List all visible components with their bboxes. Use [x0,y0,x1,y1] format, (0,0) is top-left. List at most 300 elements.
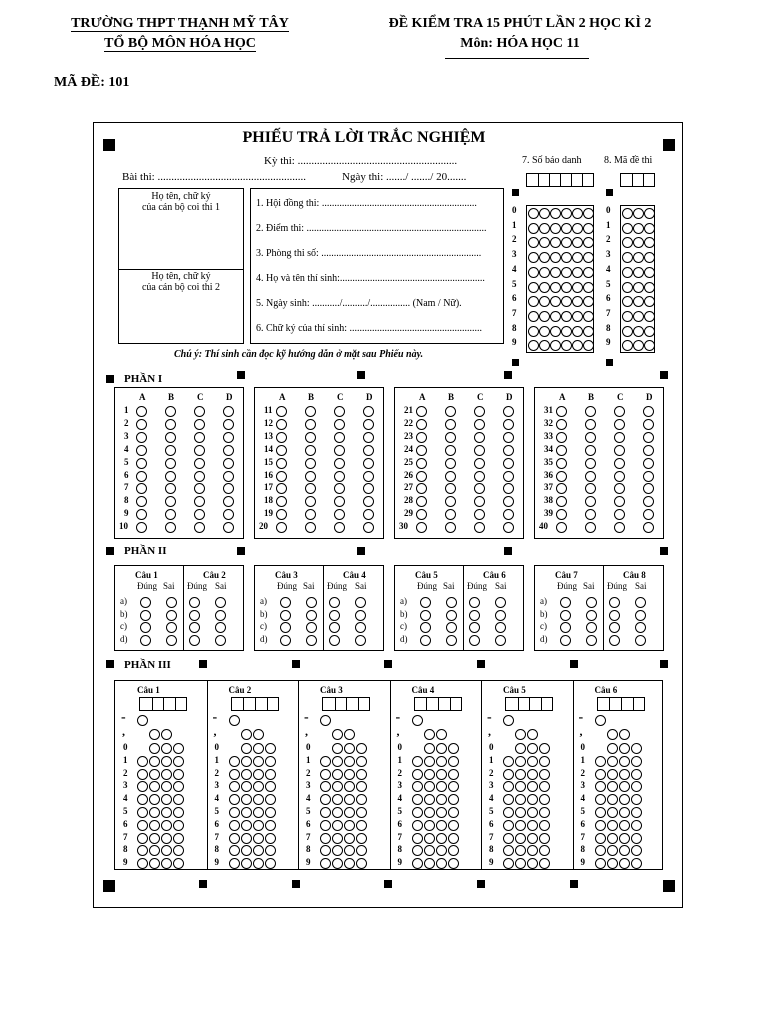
answer-bubble[interactable] [276,445,287,456]
digit-bubble[interactable] [550,296,561,307]
digit-bubble[interactable] [619,794,630,805]
answer-bubble[interactable] [334,406,345,417]
digit-bubble[interactable] [583,237,594,248]
answer-bubble[interactable] [166,622,177,633]
answer-bubble[interactable] [586,610,597,621]
digit-bubble[interactable] [137,833,148,844]
answer-bubble[interactable] [556,419,567,430]
digit-bubble[interactable] [229,756,240,767]
digit-bubble[interactable] [644,252,655,263]
answer-bubble[interactable] [446,635,457,646]
answer-bubble[interactable] [189,635,200,646]
digit-bubble[interactable] [436,769,447,780]
answer-bubble[interactable] [363,509,374,520]
digit-bubble[interactable] [241,756,252,767]
answer-bubble[interactable] [469,610,480,621]
digit-bubble[interactable] [539,223,550,234]
digit-bubble[interactable] [572,326,583,337]
answer-bubble[interactable] [166,635,177,646]
digit-bubble[interactable] [550,340,561,351]
digit-bubble[interactable] [561,267,572,278]
digit-bubble[interactable] [412,833,423,844]
answer-bubble[interactable] [420,610,431,621]
answer-bubble[interactable] [136,509,147,520]
digit-bubble[interactable] [561,223,572,234]
digit-bubble[interactable] [631,794,642,805]
digit-bubble[interactable] [619,769,630,780]
digit-bubble[interactable] [241,781,252,792]
answer-bubble[interactable] [609,635,620,646]
answer-bubble[interactable] [276,432,287,443]
digit-bubble[interactable] [356,781,367,792]
digit-bubble[interactable] [607,769,618,780]
comma-bubble[interactable] [344,729,355,740]
digit-bubble[interactable] [344,794,355,805]
digit-bubble[interactable] [241,807,252,818]
digit-bubble[interactable] [356,756,367,767]
answer-entry-boxes[interactable] [505,697,553,711]
answer-bubble[interactable] [363,445,374,456]
digit-bubble[interactable] [561,237,572,248]
digit-bubble[interactable] [149,756,160,767]
digit-bubble[interactable] [424,756,435,767]
answer-bubble[interactable] [276,522,287,533]
answer-bubble[interactable] [223,458,234,469]
answer-bubble[interactable] [276,483,287,494]
answer-bubble[interactable] [334,471,345,482]
digit-bubble[interactable] [633,326,644,337]
digit-bubble[interactable] [583,267,594,278]
answer-bubble[interactable] [635,622,646,633]
answer-bubble[interactable] [420,622,431,633]
digit-bubble[interactable] [173,845,184,856]
answer-bubble[interactable] [165,406,176,417]
answer-bubble[interactable] [416,458,427,469]
answer-bubble[interactable] [609,622,620,633]
answer-bubble[interactable] [276,419,287,430]
answer-bubble[interactable] [136,522,147,533]
answer-bubble[interactable] [474,483,485,494]
digit-bubble[interactable] [515,845,526,856]
answer-bubble[interactable] [556,471,567,482]
digit-bubble[interactable] [633,282,644,293]
digit-bubble[interactable] [448,820,459,831]
answer-entry-boxes[interactable] [597,697,645,711]
answer-bubble[interactable] [215,635,226,646]
answer-bubble[interactable] [223,522,234,533]
answer-bubble[interactable] [586,635,597,646]
digit-bubble[interactable] [528,252,539,263]
digit-bubble[interactable] [448,769,459,780]
digit-bubble[interactable] [320,781,331,792]
digit-bubble[interactable] [173,807,184,818]
answer-bubble[interactable] [474,432,485,443]
digit-bubble[interactable] [412,781,423,792]
answer-bubble[interactable] [194,471,205,482]
answer-bubble[interactable] [194,483,205,494]
digit-bubble[interactable] [607,756,618,767]
answer-bubble[interactable] [223,471,234,482]
answer-bubble[interactable] [556,483,567,494]
answer-bubble[interactable] [585,458,596,469]
digit-bubble[interactable] [344,858,355,869]
answer-bubble[interactable] [445,445,456,456]
answer-bubble[interactable] [474,509,485,520]
digit-bubble[interactable] [572,311,583,322]
digit-bubble[interactable] [607,833,618,844]
digit-bubble[interactable] [412,794,423,805]
digit-bubble[interactable] [527,781,538,792]
answer-bubble[interactable] [189,597,200,608]
answer-bubble[interactable] [140,622,151,633]
answer-bubble[interactable] [223,432,234,443]
answer-bubble[interactable] [556,496,567,507]
digit-bubble[interactable] [583,296,594,307]
digit-bubble[interactable] [424,769,435,780]
digit-bubble[interactable] [265,781,276,792]
answer-bubble[interactable] [363,458,374,469]
digit-bubble[interactable] [528,223,539,234]
digit-bubble[interactable] [137,781,148,792]
answer-bubble[interactable] [643,419,654,430]
answer-bubble[interactable] [306,597,317,608]
answer-bubble[interactable] [363,471,374,482]
minus-bubble[interactable] [320,715,331,726]
answer-bubble[interactable] [503,471,514,482]
digit-bubble[interactable] [550,237,561,248]
comma-bubble[interactable] [527,729,538,740]
digit-bubble[interactable] [572,296,583,307]
digit-bubble[interactable] [149,807,160,818]
answer-bubble[interactable] [503,406,514,417]
answer-bubble[interactable] [215,622,226,633]
digit-bubble[interactable] [229,858,240,869]
minus-bubble[interactable] [229,715,240,726]
digit-bubble[interactable] [253,781,264,792]
digit-bubble[interactable] [527,845,538,856]
digit-bubble[interactable] [515,781,526,792]
digit-bubble[interactable] [320,807,331,818]
answer-bubble[interactable] [334,458,345,469]
comma-bubble[interactable] [619,729,630,740]
digit-bubble[interactable] [161,769,172,780]
digit-bubble[interactable] [356,845,367,856]
digit-bubble[interactable] [161,781,172,792]
digit-bubble[interactable] [515,833,526,844]
answer-bubble[interactable] [556,458,567,469]
digit-entry-boxes[interactable] [620,173,655,187]
digit-bubble[interactable] [265,845,276,856]
digit-bubble[interactable] [539,267,550,278]
answer-bubble[interactable] [614,471,625,482]
digit-bubble[interactable] [550,326,561,337]
digit-bubble[interactable] [149,833,160,844]
answer-bubble[interactable] [355,597,366,608]
answer-bubble[interactable] [280,597,291,608]
digit-bubble[interactable] [436,781,447,792]
digit-bubble[interactable] [527,743,538,754]
digit-bubble[interactable] [619,743,630,754]
digit-bubble[interactable] [561,326,572,337]
digit-bubble[interactable] [607,845,618,856]
digit-bubble[interactable] [595,781,606,792]
answer-bubble[interactable] [355,622,366,633]
digit-bubble[interactable] [436,756,447,767]
digit-bubble[interactable] [241,794,252,805]
answer-bubble[interactable] [305,483,316,494]
digit-bubble[interactable] [265,756,276,767]
answer-bubble[interactable] [165,483,176,494]
answer-bubble[interactable] [194,458,205,469]
digit-bubble[interactable] [332,756,343,767]
answer-bubble[interactable] [136,419,147,430]
candidate-field[interactable]: 2. Điểm thi: ........................................................................ [256,223,487,234]
digit-bubble[interactable] [241,858,252,869]
digit-bubble[interactable] [583,311,594,322]
digit-bubble[interactable] [436,845,447,856]
digit-bubble[interactable] [241,743,252,754]
digit-bubble[interactable] [241,833,252,844]
digit-bubble[interactable] [539,858,550,869]
answer-bubble[interactable] [416,471,427,482]
answer-bubble[interactable] [445,458,456,469]
digit-bubble[interactable] [253,858,264,869]
answer-bubble[interactable] [416,522,427,533]
answer-bubble[interactable] [445,522,456,533]
digit-bubble[interactable] [253,769,264,780]
digit-bubble[interactable] [583,340,594,351]
digit-bubble[interactable] [539,296,550,307]
digit-bubble[interactable] [572,237,583,248]
digit-bubble[interactable] [241,820,252,831]
digit-bubble[interactable] [253,807,264,818]
answer-bubble[interactable] [609,610,620,621]
answer-bubble[interactable] [416,445,427,456]
digit-bubble[interactable] [633,311,644,322]
digit-bubble[interactable] [539,756,550,767]
digit-bubble[interactable] [583,208,594,219]
answer-bubble[interactable] [215,597,226,608]
digit-bubble[interactable] [595,769,606,780]
candidate-field[interactable]: 3. Phòng thi số: ................................................................ [256,248,482,259]
digit-bubble[interactable] [412,845,423,856]
answer-bubble[interactable] [614,458,625,469]
digit-bubble[interactable] [622,340,633,351]
digit-bubble[interactable] [161,845,172,856]
digit-bubble[interactable] [137,858,148,869]
answer-bubble[interactable] [276,496,287,507]
digit-bubble[interactable] [344,756,355,767]
answer-bubble[interactable] [334,419,345,430]
answer-bubble[interactable] [223,419,234,430]
digit-bubble[interactable] [515,756,526,767]
digit-bubble[interactable] [436,794,447,805]
digit-bubble[interactable] [644,340,655,351]
digit-bubble[interactable] [344,769,355,780]
answer-bubble[interactable] [474,445,485,456]
digit-bubble[interactable] [137,794,148,805]
digit-bubble[interactable] [550,208,561,219]
digit-bubble[interactable] [622,237,633,248]
digit-bubble[interactable] [161,743,172,754]
digit-bubble[interactable] [448,781,459,792]
answer-bubble[interactable] [223,509,234,520]
comma-bubble[interactable] [515,729,526,740]
answer-bubble[interactable] [305,509,316,520]
digit-bubble[interactable] [161,858,172,869]
digit-bubble[interactable] [503,820,514,831]
answer-bubble[interactable] [416,419,427,430]
digit-bubble[interactable] [503,769,514,780]
digit-bubble[interactable] [619,833,630,844]
answer-bubble[interactable] [585,432,596,443]
answer-bubble[interactable] [586,622,597,633]
digit-bubble[interactable] [265,794,276,805]
answer-bubble[interactable] [416,483,427,494]
digit-bubble[interactable] [137,756,148,767]
digit-bubble[interactable] [503,845,514,856]
digit-bubble[interactable] [173,858,184,869]
answer-bubble[interactable] [446,610,457,621]
answer-bubble[interactable] [495,610,506,621]
answer-bubble[interactable] [643,509,654,520]
digit-bubble[interactable] [412,820,423,831]
digit-bubble[interactable] [320,820,331,831]
answer-bubble[interactable] [416,509,427,520]
digit-bubble[interactable] [137,845,148,856]
digit-bubble[interactable] [161,833,172,844]
digit-bubble[interactable] [539,237,550,248]
digit-bubble[interactable] [633,252,644,263]
minus-bubble[interactable] [137,715,148,726]
answer-bubble[interactable] [503,432,514,443]
answer-bubble[interactable] [329,610,340,621]
digit-bubble[interactable] [550,282,561,293]
digit-bubble[interactable] [515,769,526,780]
digit-bubble[interactable] [622,311,633,322]
digit-bubble[interactable] [515,794,526,805]
comma-bubble[interactable] [161,729,172,740]
comma-bubble[interactable] [241,729,252,740]
answer-bubble[interactable] [474,419,485,430]
answer-bubble[interactable] [474,406,485,417]
answer-bubble[interactable] [306,610,317,621]
digit-bubble[interactable] [622,252,633,263]
digit-bubble[interactable] [412,807,423,818]
digit-bubble[interactable] [607,807,618,818]
answer-bubble[interactable] [136,445,147,456]
digit-bubble[interactable] [320,858,331,869]
answer-bubble[interactable] [503,496,514,507]
answer-bubble[interactable] [469,622,480,633]
digit-bubble[interactable] [528,282,539,293]
answer-bubble[interactable] [420,597,431,608]
answer-bubble[interactable] [305,406,316,417]
digit-bubble[interactable] [149,820,160,831]
digit-bubble[interactable] [528,340,539,351]
digit-bubble[interactable] [503,794,514,805]
answer-bubble[interactable] [363,432,374,443]
digit-bubble[interactable] [332,769,343,780]
digit-bubble[interactable] [253,845,264,856]
digit-bubble[interactable] [356,820,367,831]
digit-bubble[interactable] [161,756,172,767]
digit-bubble[interactable] [173,781,184,792]
answer-bubble[interactable] [416,406,427,417]
digit-bubble[interactable] [503,833,514,844]
answer-bubble[interactable] [643,496,654,507]
digit-bubble[interactable] [356,769,367,780]
digit-bubble[interactable] [424,781,435,792]
digit-bubble[interactable] [583,282,594,293]
digit-bubble[interactable] [539,208,550,219]
digit-bubble[interactable] [448,807,459,818]
digit-bubble[interactable] [572,208,583,219]
digit-bubble[interactable] [583,326,594,337]
digit-bubble[interactable] [424,858,435,869]
answer-bubble[interactable] [136,406,147,417]
answer-bubble[interactable] [194,522,205,533]
digit-bubble[interactable] [644,208,655,219]
digit-bubble[interactable] [622,223,633,234]
minus-bubble[interactable] [503,715,514,726]
answer-bubble[interactable] [503,483,514,494]
digit-bubble[interactable] [631,781,642,792]
digit-bubble[interactable] [229,833,240,844]
digit-bubble[interactable] [229,820,240,831]
answer-bubble[interactable] [305,496,316,507]
answer-bubble[interactable] [585,496,596,507]
digit-bubble[interactable] [631,845,642,856]
digit-bubble[interactable] [424,820,435,831]
answer-bubble[interactable] [136,496,147,507]
answer-bubble[interactable] [614,445,625,456]
digit-bubble[interactable] [631,807,642,818]
answer-bubble[interactable] [474,496,485,507]
digit-bubble[interactable] [539,282,550,293]
answer-bubble[interactable] [165,419,176,430]
digit-bubble[interactable] [436,807,447,818]
digit-bubble[interactable] [448,833,459,844]
digit-bubble[interactable] [622,326,633,337]
answer-bubble[interactable] [585,445,596,456]
answer-bubble[interactable] [503,509,514,520]
answer-bubble[interactable] [614,432,625,443]
digit-bubble[interactable] [332,743,343,754]
answer-bubble[interactable] [280,622,291,633]
digit-bubble[interactable] [595,807,606,818]
answer-bubble[interactable] [305,432,316,443]
digit-bubble[interactable] [137,820,148,831]
digit-bubble[interactable] [344,743,355,754]
digit-bubble[interactable] [561,311,572,322]
digit-bubble[interactable] [265,769,276,780]
answer-entry-boxes[interactable] [231,697,279,711]
digit-bubble[interactable] [528,296,539,307]
digit-bubble[interactable] [436,743,447,754]
answer-bubble[interactable] [420,635,431,646]
answer-bubble[interactable] [334,509,345,520]
answer-bubble[interactable] [194,496,205,507]
digit-bubble[interactable] [320,769,331,780]
digit-bubble[interactable] [173,820,184,831]
comma-bubble[interactable] [149,729,160,740]
digit-bubble[interactable] [265,858,276,869]
digit-bubble[interactable] [424,833,435,844]
answer-bubble[interactable] [643,445,654,456]
answer-bubble[interactable] [305,419,316,430]
digit-bubble[interactable] [622,296,633,307]
